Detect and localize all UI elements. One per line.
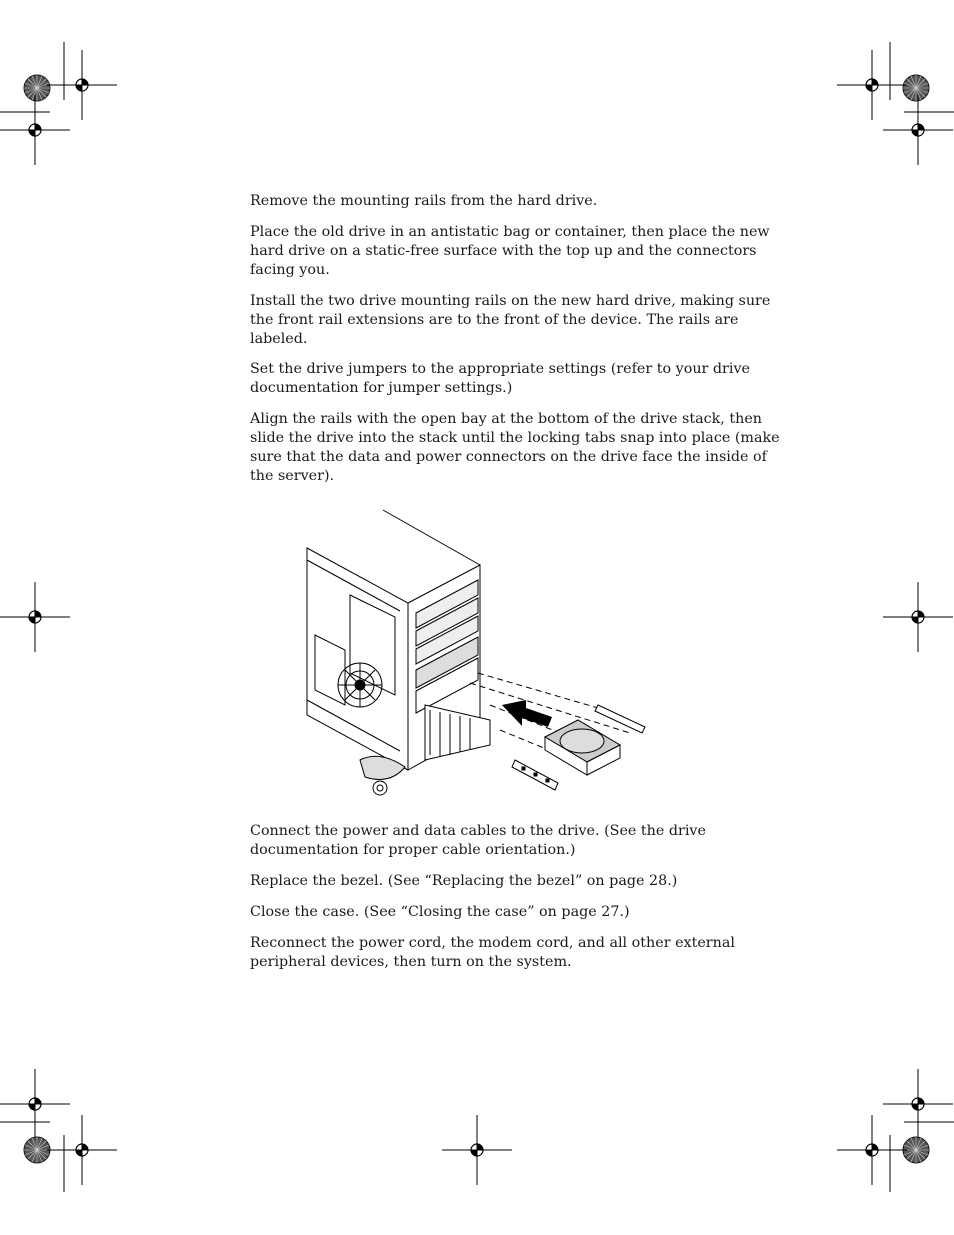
step-place-old-drive: Place the old drive in an antistatic bag or container, then place the new hard drive on a static-free surface with the top up and the connectors facing you.	[250, 224, 770, 278]
crosshair-top-right-1	[837, 50, 907, 120]
step-close-case: Close the case. (See “Closing the case” on page 27.)	[250, 904, 630, 920]
sunburst-top-left	[24, 75, 50, 101]
crosshair-mid-right	[883, 582, 953, 652]
crosshair-bottom-left-1	[0, 1069, 70, 1139]
step-remove-rails: Remove the mounting rails from the hard drive.	[250, 193, 598, 209]
sunburst-bottom-left	[24, 1137, 50, 1163]
step-connect-cables: Connect the power and data cables to the drive. (See the drive documentation for proper cable orientation.)	[250, 823, 706, 858]
crosshair-bottom-right-1	[883, 1069, 953, 1139]
drive-installation-illustration	[290, 505, 650, 800]
step-align-rails: Align the rails with the open bay at the bottom of the drive stack, then slide the drive into the stack until the locking tabs snap into place (make sure that the data and power connectors on the drive face the inside of the server).	[250, 411, 780, 484]
crosshair-top-left-1	[47, 50, 117, 120]
crosshair-bottom-left-2	[47, 1115, 117, 1185]
crosshair-mid-left	[0, 582, 70, 652]
insertion-arrow-icon	[502, 700, 552, 727]
step-reconnect-power: Reconnect the power cord, the modem cord, and all other external peripheral devices, then turn on the system.	[250, 935, 735, 970]
crosshair-bottom-right-2	[837, 1115, 907, 1185]
crosshair-bottom-center	[442, 1115, 512, 1185]
crosshair-top-right-2	[883, 95, 953, 165]
step-replace-bezel: Replace the bezel. (See “Replacing the bezel” on page 28.)	[250, 873, 678, 889]
crosshair-top-left-2	[0, 95, 70, 165]
step-set-jumpers: Set the drive jumpers to the appropriate settings (refer to your drive documentation for jumper settings.)	[250, 361, 751, 396]
sunburst-top-right	[903, 75, 929, 101]
step-install-rails: Install the two drive mounting rails on the new hard drive, making sure the front rail extensions are to the front of the device. The rails are labeled.	[250, 293, 771, 347]
